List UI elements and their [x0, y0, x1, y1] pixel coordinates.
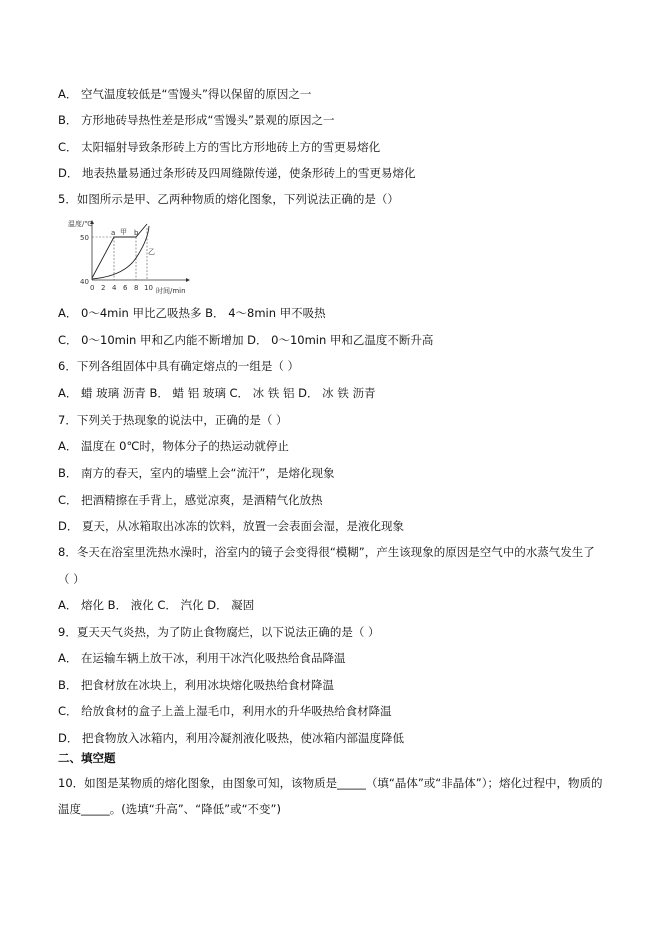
q4-option-b: B． 方形地砖导热性差是形成“雪馒头”景观的原因之一: [58, 113, 335, 127]
label-b: b: [134, 229, 139, 237]
q6-options: A． 蜡 玻璃 沥青 B． 蜡 铝 玻璃 C． 冰 铁 铝 D． 冰 铁 沥青: [58, 386, 376, 400]
q7-option-c: C． 把酒精擦在手背上，感觉凉爽，是酒精气化放热: [58, 493, 323, 507]
q9-option-c: C． 给放食材的盒子上盖上湿毛巾，利用水的升华吸热给食材降温: [58, 704, 392, 718]
q8-options: A． 熔化 B． 液化 C． 汽化 D． 凝固: [58, 598, 255, 612]
q5-options-row2: C． 0～10min 甲和乙内能不断增加 D． 0～10min 甲和乙温度不断升高: [58, 333, 434, 347]
q5-melting-graph: [68, 218, 194, 298]
q9-option-b: B． 把食材放在冰块上，利用冰块熔化吸热给食材降温: [58, 678, 335, 692]
q5-options-row1: A． 0～4min 甲比乙吸热多 B． 4～8min 甲不吸热: [58, 306, 326, 320]
q7-option-b: B． 南方的春天，室内的墙壁上会“流汗”，是熔化现象: [58, 466, 335, 480]
x-tick-10: 10: [144, 284, 153, 292]
q8-stem-blank: （ ）: [58, 572, 85, 586]
q9-option-a: A． 在运输车辆上放干冰，利用干冰汽化吸热给食品降温: [58, 651, 346, 665]
q10-line2: 温度_____。(选填“升高”、“降低”或“不变”): [58, 802, 281, 816]
y-tick-50: 50: [80, 234, 89, 242]
y-tick-40: 40: [80, 278, 89, 286]
x-tick-4: 4: [112, 284, 117, 292]
x-tick-8: 8: [134, 284, 139, 292]
graph-xlabel: 时间/min: [156, 287, 186, 295]
q8-stem: 8．冬天在浴室里洗热水澡时，浴室内的镜子会变得很“模糊”，产生该现象的原因是空气中的水蒸气发生了: [58, 545, 595, 559]
label-yi: 乙: [148, 248, 155, 256]
x-tick-2: 2: [101, 284, 106, 292]
q9-stem: 9．夏天天气炎热，为了防止食物腐烂，以下说法正确的是（ ）: [58, 625, 380, 639]
x-tick-6: 6: [123, 284, 128, 292]
q4-option-d: D． 地表热量易通过条形砖及四周缝隙传递，使条形砖上的雪更易熔化: [58, 166, 416, 180]
q7-option-a: A． 温度在 0℃时，物体分子的热运动就停止: [58, 439, 289, 453]
q10-line1: 10．如图是某物质的熔化图象，由图象可知，该物质是_____（填“晶体”或“非晶体”）；熔化过程中，物质的: [58, 776, 603, 790]
q6-stem: 6．下列各组固体中具有确定熔点的一组是（ ）: [58, 359, 299, 373]
section-title-fill-in: 二、填空题: [58, 751, 116, 765]
graph-ylabel: 温度/℃: [68, 220, 93, 228]
q5-stem: 5．如图所示是甲、乙两种物质的熔化图象，下列说法正确的是（）: [58, 192, 399, 206]
q7-option-d: D． 夏天，从冰箱取出冰冻的饮料，放置一会表面会湿，是液化现象: [58, 519, 405, 533]
q7-stem: 7．下列关于热现象的说法中，正确的是（ ）: [58, 413, 288, 427]
label-jia: 甲: [120, 228, 127, 236]
x-axis-arrow: [186, 278, 190, 282]
x-tick-0: 0: [90, 284, 95, 292]
q9-option-d: D． 把食物放入冰箱内，利用冷凝剂液化吸热，使冰箱内部温度降低: [58, 731, 405, 745]
q4-option-c: C． 太阳辐射导致条形砖上方的雪比方形地砖上方的雪更易熔化: [58, 140, 381, 154]
label-a: a: [111, 229, 116, 237]
q4-option-a: A． 空气温度较低是“雪馒头”得以保留的原因之一: [58, 87, 312, 101]
